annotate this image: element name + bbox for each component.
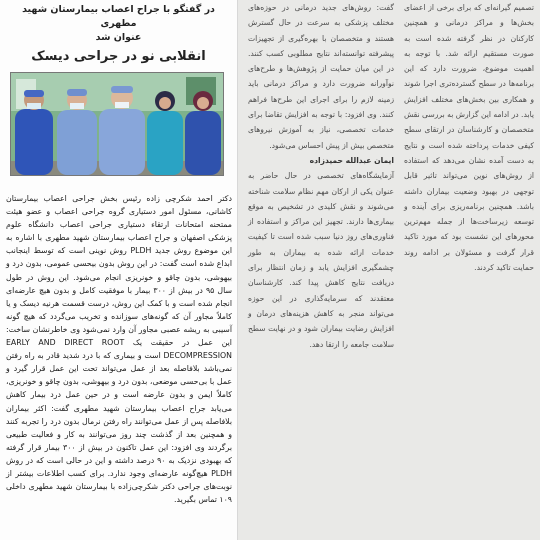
column-text: تصمیم گیرانه‌ای که برای برخی از اعضای بخش‌ها و مراکز درمانی و همچنین کارکنان در نظر گرفته شده است به صورت مستقیم ارائه شد. با توجه به اهمیت موضوع، ضرورت دارد که این برنامه‌ها در سطح گسترده‌تری اجرا شوند و همکاری بین بخش‌های مختلف افزایش یابد. در ادامه این گزارش به بررسی نقش متخصصان و کارشناسان در ارتقای سطح کیفی خدمات پرداخته شده است و نتایج به دست آمده نشان می‌دهد که استفاده از روش‌های نوین می‌تواند تاثیر قابل توجهی در بهبود وضعیت بیماران داشته باشد. همچنین برنامه‌ریزی برای آینده و توسعه زیرساخت‌ها از جمله مهم‌ترین محورهای این نشست بود که مورد تاکید قرار گرفت و مسئولان بر ادامه روند حمایت تاکید کردند.	[404, 3, 534, 273]
right-page-column-right	[404, 0, 534, 275]
article-photo	[10, 72, 224, 176]
adjacent-page	[238, 0, 540, 540]
column-text: آزمایشگاه‌های تخصصی در حال حاضر به عنوان یکی از ارکان مهم نظام سلامت شناخته می‌شوند و نقش کلیدی در تشخیص به موقع بیماری‌ها دارند. تجهیز این مراکز و استفاده از فناوری‌های روز دنیا سبب شده است تا کیفیت خدمات ارائه شده به بیماران به طور چشمگیری افزایش یابد و زمان انتظار برای دریافت نتایج کاهش پیدا کند. کارشناسان معتقدند که سرمایه‌گذاری در این حوزه می‌تواند منجر به کاهش هزینه‌های درمان و افزایش رضایت بیماران شود و در نهایت سطح سلامت جامعه را ارتقا دهد.	[248, 171, 394, 349]
header-line-2: عنوان شد	[95, 32, 142, 43]
article-body	[6, 192, 232, 506]
surgical-team-photo	[11, 73, 223, 175]
right-page-column-left	[248, 0, 394, 352]
article-title: انقلابی نو در جراحی دیسک	[31, 49, 206, 64]
column-subhead: ایمان عبدالله حمیدزاده	[309, 155, 394, 165]
header-line-1: در گفتگو با جراح اعصاب بیمارستان شهید مطهری	[22, 4, 215, 29]
article-header	[0, 0, 237, 67]
article-body-paragraph: دکتر احمد شکرچی زاده رئیس بخش جراحی اعصاب بیمارستان کاشانی، مسئول امور دستیاری گروه جراحی اعصاب و عضو هیئت ممتحنه امتحانات ارتقاء دستیاری جراحی اعصاب دانشگاه علوم پزشکی اصفهان و جراح اعصاب بیمارستان شهید مطهری با اشاره به این موضوع روش جدید PLDH روش نوینی است که توسط اینجانب ابداع شده است گفت: در این روش بدون بیحسی عمومی، بدون درد و بیهوشی، بدون چاقو و خونریزی انجام می‌شود. این روش در طول سال ۹۵ در بیش از ۳۰۰ بیمار با موفقیت کامل و بدون هیچ عارضه‌ای انجام شده است و با کمک این روش، درست قسمت هرنیه دیسک و یا کاملاً مجاور آن که گونه‌های سوزانده و تخریب می‌گردد که هیچ گونه آسیبی به ریشه عصبی مجاور آن وارد نمی‌شود وی خاطرنشان ساخت: این عمل در حقیقت یک EARLY AND DIRECT ROOT DECOMPRESSION است و بیماری که با درد شدید قادر به راه رفتن نمی‌باشد بلافاصله بعد از عمل می‌تواند تحت این عمل قرار گیرد و عمل با بی‌حسی موضعی، بدون درد و بیهوشی، بدون چاقو و خونریزی، کاملاً ایمن و بدون عارضه است و در حین عمل درد بیمار کاهش می‌یابد جراح اعصاب بیمارستان شهید مطهری گفت: اکثر بیماران بلافاصله پس از عمل می‌توانند راه رفتن نرمال بدون درد را تجربه کنند و همچنین بعد از گذشت چند روز می‌توانند به کار و فعالیت طبیعی برگردند وی افزود: این عمل تاکنون در بیش از ۳۰۰ بیمار قرار گرفته که بهبودی نزدیک به ۹۰ درصد داشته و این در حالی است که در روش PLDH هیچ‌گونه عارضه‌ای وجود ندارد. برای کسب اطلاعات بیشتر از نوبت‌های جراحی دکتر شکرچی‌زاده با بیمارستان شهید مطهری داخلی ۱۰۹ تماس بگیرید.	[6, 194, 233, 505]
column-text: گفت: روش‌های جدید درمانی در حوزه‌های مختلف پزشکی به سرعت در حال گسترش هستند و متخصصان با بهره‌گیری از تجهیزات پیشرفته توانسته‌اند نتایج مطلوبی کسب کنند. در این میان حمایت از پژوهش‌ها و طرح‌های نوآورانه ضرورت دارد و مراکز درمانی باید زمینه لازم را برای اجرای این طرح‌ها فراهم کنند. وی افزود: با توجه به افزایش تقاضا برای خدمات تخصصی، نیاز به آموزش نیروهای متخصص بیش از پیش احساس می‌شود.	[248, 3, 394, 150]
featured-article	[0, 0, 238, 540]
